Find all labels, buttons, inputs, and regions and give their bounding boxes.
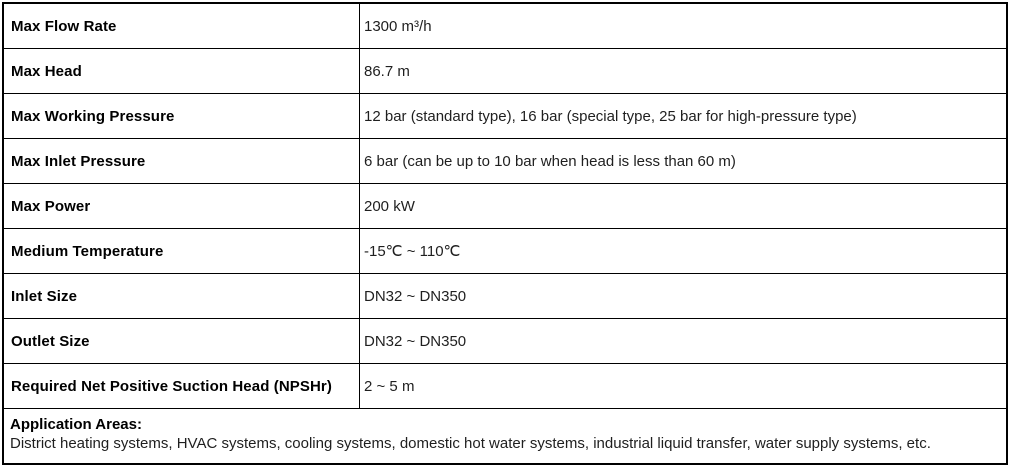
- spec-label: Max Working Pressure: [4, 94, 360, 138]
- pump-spec-table: [2, 2, 1008, 465]
- table-row: [4, 94, 1006, 139]
- spec-label: Max Head: [4, 49, 360, 93]
- table-row: [4, 184, 1006, 229]
- spec-label: Max Flow Rate: [4, 4, 360, 48]
- spec-label: Required Net Positive Suction Head (NPSHr): [4, 364, 360, 408]
- spec-label: Outlet Size: [4, 319, 360, 363]
- spec-value: 1300 m³/h: [364, 17, 432, 35]
- spec-value: 200 kW: [364, 197, 415, 215]
- spec-label: Inlet Size: [4, 274, 360, 318]
- spec-label: Max Power: [4, 184, 360, 228]
- spec-value: 12 bar (standard type), 16 bar (special type, 25 bar for high-pressure type): [364, 107, 857, 125]
- table-row: [4, 229, 1006, 274]
- spec-value: DN32 ~ DN350: [364, 332, 467, 350]
- application-areas-text: District heating systems, HVAC systems, cooling systems, domestic hot water systems, industrial liquid transfer, water supply systems, etc.: [10, 435, 931, 452]
- table-row: [4, 319, 1006, 364]
- spec-label: Max Inlet Pressure: [4, 139, 360, 183]
- spec-value: 2 ~ 5 m: [364, 377, 415, 395]
- spec-label: Medium Temperature: [4, 229, 360, 273]
- table-row: [4, 4, 1006, 49]
- spec-value: 6 bar (can be up to 10 bar when head is less than 60 m): [364, 152, 736, 170]
- table-row: [4, 49, 1006, 94]
- application-areas-section: [4, 409, 1006, 463]
- table-row: [4, 274, 1006, 319]
- spec-value: 86.7 m: [364, 62, 410, 80]
- table-row: [4, 139, 1006, 184]
- spec-value: -15℃ ~ 110℃: [364, 243, 461, 260]
- spec-value: DN32 ~ DN350: [364, 287, 467, 305]
- application-areas-title: Application Areas:: [10, 416, 142, 433]
- table-row: [4, 364, 1006, 409]
